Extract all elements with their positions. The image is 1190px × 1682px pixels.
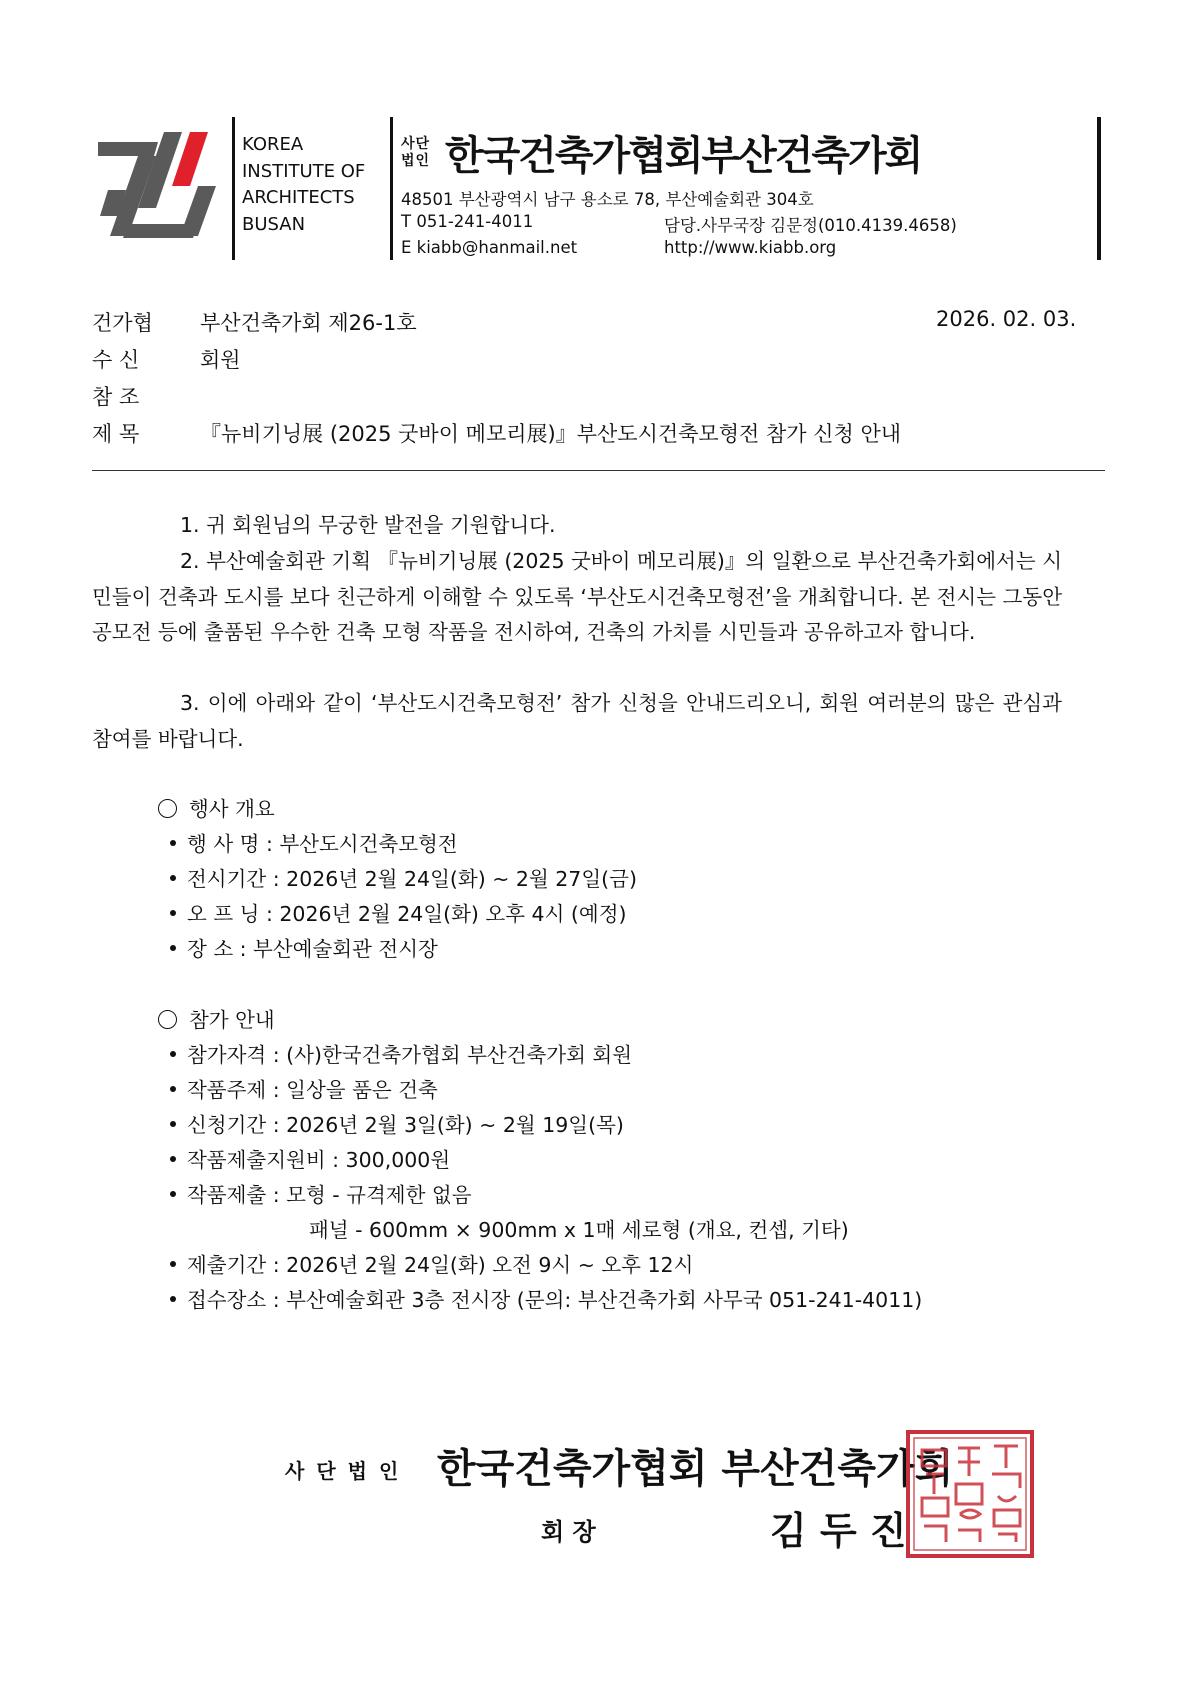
org-korean-title: 한국건축가협회부산건축가회 — [445, 133, 922, 179]
list-item-text: 신청기간 : 2026년 2월 3일(화) ~ 2월 19일(목) — [187, 1113, 624, 1137]
participation-section-title — [158, 1003, 275, 1033]
org-name-english — [242, 132, 365, 238]
letterhead-divider-1 — [232, 117, 235, 260]
signature-name: 김 두 진 — [770, 1509, 907, 1553]
email: E kiabb@hanmail.net — [401, 238, 578, 257]
org-prefix — [401, 136, 441, 170]
telephone: T 051-241-4011 — [401, 212, 534, 231]
letterhead-divider-3 — [1097, 117, 1101, 260]
org-en-line: BUSAN — [242, 213, 306, 235]
org-prefix-line2: 법인 — [401, 152, 431, 169]
official-seal-icon — [906, 1430, 1034, 1558]
bullet-icon — [170, 1296, 176, 1302]
list-item-text: 오 프 닝 : 2026년 2월 24일(화) 오후 4시 (예정) — [187, 902, 627, 926]
bullet-icon — [170, 1156, 176, 1162]
bullet-icon — [170, 840, 176, 846]
list-item — [170, 1073, 438, 1103]
list-item — [170, 1248, 693, 1278]
list-item — [170, 1178, 472, 1208]
org-en-line: INSTITUTE OF — [242, 160, 366, 182]
list-item — [170, 827, 458, 857]
bullet-icon — [170, 945, 176, 951]
list-item — [170, 1143, 450, 1173]
body-paragraph-2 — [92, 544, 1062, 651]
bullet-icon — [170, 1086, 176, 1092]
list-item-text: 접수장소 : 부산예술회관 3층 전시장 (문의: 부산건축가회 사무국 051-241-4011) — [187, 1288, 923, 1312]
circle-icon — [158, 1010, 177, 1029]
list-item-text: 참가자격 : (사)한국건축가협회 부산건축가회 회원 — [187, 1043, 633, 1067]
org-en-line: KOREA — [242, 134, 304, 155]
bullet-icon — [170, 1191, 176, 1197]
paragraph-text: 3. 이에 아래와 같이 ‘부산도시건축모형전’ 참가 신청을 안내드리오니, 회원 여러분의 많은 관심과 참여를 바랍니다. — [92, 691, 1062, 751]
signature-prefix: 사단법인 — [285, 1459, 411, 1483]
signature-org: 한국건축가협회 부산건축가회 — [437, 1446, 954, 1492]
contact-person: 담당.사무국장 김문정(010.4139.4658) — [664, 216, 957, 235]
list-item-text: 장 소 : 부산예술회관 전시장 — [187, 937, 438, 961]
header-rule — [92, 470, 1105, 471]
list-item — [170, 1038, 632, 1068]
list-item-text: 작품제출 : 모형 - 규격제한 없음 — [187, 1183, 472, 1207]
bullet-icon — [170, 910, 176, 916]
subject: 『뉴비기닝展 (2025 굿바이 메모리展)』부산도시건축모형전 참가 신청 안내 — [200, 422, 902, 446]
list-item — [170, 862, 637, 892]
circle-icon — [158, 799, 177, 818]
kia-busan-logo — [98, 132, 220, 250]
section-title-text: 행사 개요 — [189, 797, 275, 821]
org-en-line: ARCHITECTS — [242, 187, 355, 208]
bullet-icon — [170, 1051, 176, 1057]
recipient-label: 수 신 — [92, 348, 140, 372]
doc-number-label: 건가협 — [92, 311, 153, 335]
recipient: 회원 — [200, 348, 241, 372]
bullet-icon — [170, 1121, 176, 1127]
bullet-icon — [170, 875, 176, 881]
list-item-text: 작품제출지원비 : 300,000원 — [187, 1148, 451, 1172]
doc-date: 2026. 02. 03. — [936, 307, 1077, 331]
list-item-text: 제출기간 : 2026년 2월 24일(화) 오전 9시 ~ 오후 12시 — [187, 1253, 694, 1277]
list-item-text: 전시기간 : 2026년 2월 24일(화) ~ 2월 27일(금) — [187, 867, 637, 891]
reference-label: 참 조 — [92, 385, 140, 409]
doc-number: 부산건축가회 제26-1호 — [200, 311, 417, 335]
bullet-icon — [170, 1261, 176, 1267]
org-name-korean — [401, 124, 921, 181]
list-item-text: 작품주제 : 일상을 품은 건축 — [187, 1078, 438, 1102]
body-paragraph-3 — [92, 686, 1062, 757]
list-item — [170, 897, 627, 927]
list-item — [170, 932, 438, 962]
list-item — [170, 1108, 624, 1138]
event-section-title — [158, 792, 275, 822]
body-paragraph-1 — [92, 508, 1062, 544]
signature-title: 회 장 — [541, 1518, 596, 1546]
section-title-text: 참가 안내 — [189, 1008, 275, 1032]
paragraph-text: 1. 귀 회원님의 무궁한 발전을 기원합니다. — [180, 513, 556, 537]
subject-label: 제 목 — [92, 422, 140, 446]
paragraph-text: 2. 부산예술회관 기획 『뉴비기닝展 (2025 굿바이 메모리展)』의 일환으로 부산건축가회에서는 시민들이 건축과 도시를 보다 친근하게 이해할 수 있도록 ‘부산도시건축모형전’을 개최합니다. 본 전시는 그동안 공모전 등에 출품된 우수한 건축 모형 작품을 전시하여, 건축의 가치를 시민들과 공유하고자 합니다. — [92, 549, 1062, 644]
list-item-text: 행 사 명 : 부산도시건축모형전 — [187, 832, 458, 856]
website: http://www.kiabb.org — [664, 238, 837, 257]
letterhead-divider-2 — [390, 117, 393, 260]
org-prefix-line1: 사단 — [401, 135, 431, 152]
address: 48501 부산광역시 남구 용소로 78, 부산예술회관 304호 — [401, 190, 814, 209]
list-item — [170, 1283, 922, 1313]
submission-panel-line: 패널 - 600mm × 900mm x 1매 세로형 (개요, 컨셉, 기타) — [309, 1218, 849, 1242]
